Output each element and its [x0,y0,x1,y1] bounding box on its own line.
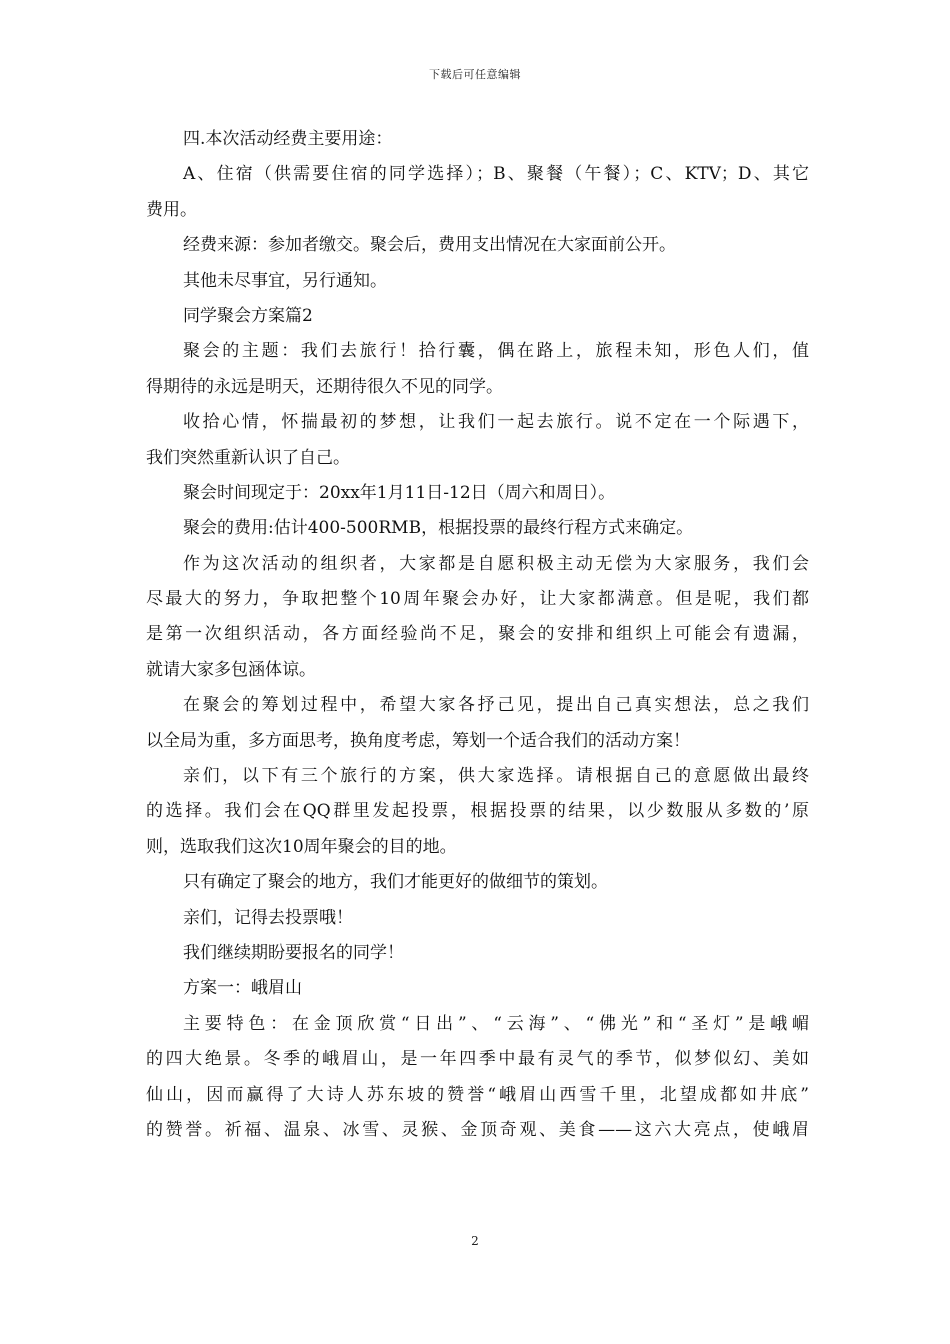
text-line: 以全局为重，多方面思考，换角度考虑，筹划一个适合我们的活动方案！ [146,730,690,751]
text-line: 同学聚会方案篇2 [183,305,313,326]
page-header: 下载后可任意编辑 [429,68,521,81]
text-line: 亲们，记得去投票哦！ [183,907,353,928]
text-line: 四.本次活动经费主要用途： [183,129,393,149]
text-line: 的四大绝景。冬季的峨眉山，是一年四季中最有灵气的季节，似梦似幻、美如 [146,1049,809,1070]
document-body [146,122,809,1148]
page-number: 2 [471,1234,479,1248]
text-line: 则，选取我们这次10周年聚会的目的地。 [146,836,457,857]
text-line: 是第一次组织活动，各方面经验尚不足，聚会的安排和组织上可能会有遗漏， [146,624,809,645]
text-line: 收拾心情，怀揣最初的梦想，让我们一起去旅行。说不定在一个际遇下， [183,412,809,433]
text-line: 在聚会的筹划过程中，希望大家各抒己见，提出自己真实想法，总之我们 [183,695,809,716]
text-line: 方案一：峨眉山 [183,978,302,999]
text-line: 我们继续期盼要报名的同学！ [183,942,404,963]
text-line: 作为这次活动的组织者，大家都是自愿积极主动无偿为大家服务，我们会 [183,553,809,574]
text-line: 经费来源：参加者缴交。聚会后，费用支出情况在大家面前公开。 [183,235,676,256]
text-line: 仙山，因而赢得了大诗人苏东坡的赞誉“峨眉山西雪千里，北望成都如井底” [146,1084,809,1105]
text-line: 的赞誉。祈福、温泉、冰雪、灵猴、金顶奇观、美食——这六大亮点，使峨眉 [146,1119,809,1140]
text-line: 只有确定了聚会的地方，我们才能更好的做细节的策划。 [183,872,608,893]
text-line: 尽最大的努力，争取把整个10周年聚会办好，让大家都满意。但是呢，我们都 [146,589,809,610]
text-line: 其他未尽事宜，另行通知。 [183,270,387,291]
text-line: 亲们，以下有三个旅行的方案，供大家选择。请根据自己的意愿做出最终 [183,766,809,787]
text-line: 得期待的永远是明天，还期待很久不见的同学。 [146,376,503,397]
text-line: 聚会的费用:估计400-500RMB，根据投票的最终行程方式来确定。 [183,518,694,539]
text-line: 聚会的主题：我们去旅行！拾行囊，偶在路上，旅程未知，形色人们，值 [183,341,809,362]
text-line: 我们突然重新认识了自己。 [146,447,350,468]
text-line: 主要特色：在金顶欣赏“日出”、“云海”、“佛光”和“圣灯”是峨嵋 [183,1013,809,1034]
text-line: 就请大家多包涵体谅。 [146,659,316,680]
text-line: A、住宿（供需要住宿的同学选择）；B、聚餐（午餐）；C、KTV；D、其它 [183,164,809,185]
text-line: 聚会时间现定于：20xx年1月11日-12日（周六和周日）。 [183,482,616,503]
text-line: 费用。 [146,199,197,220]
text-line: 的选择。我们会在QQ群里发起投票，根据投票的结果，以少数服从多数的’原 [146,801,809,822]
